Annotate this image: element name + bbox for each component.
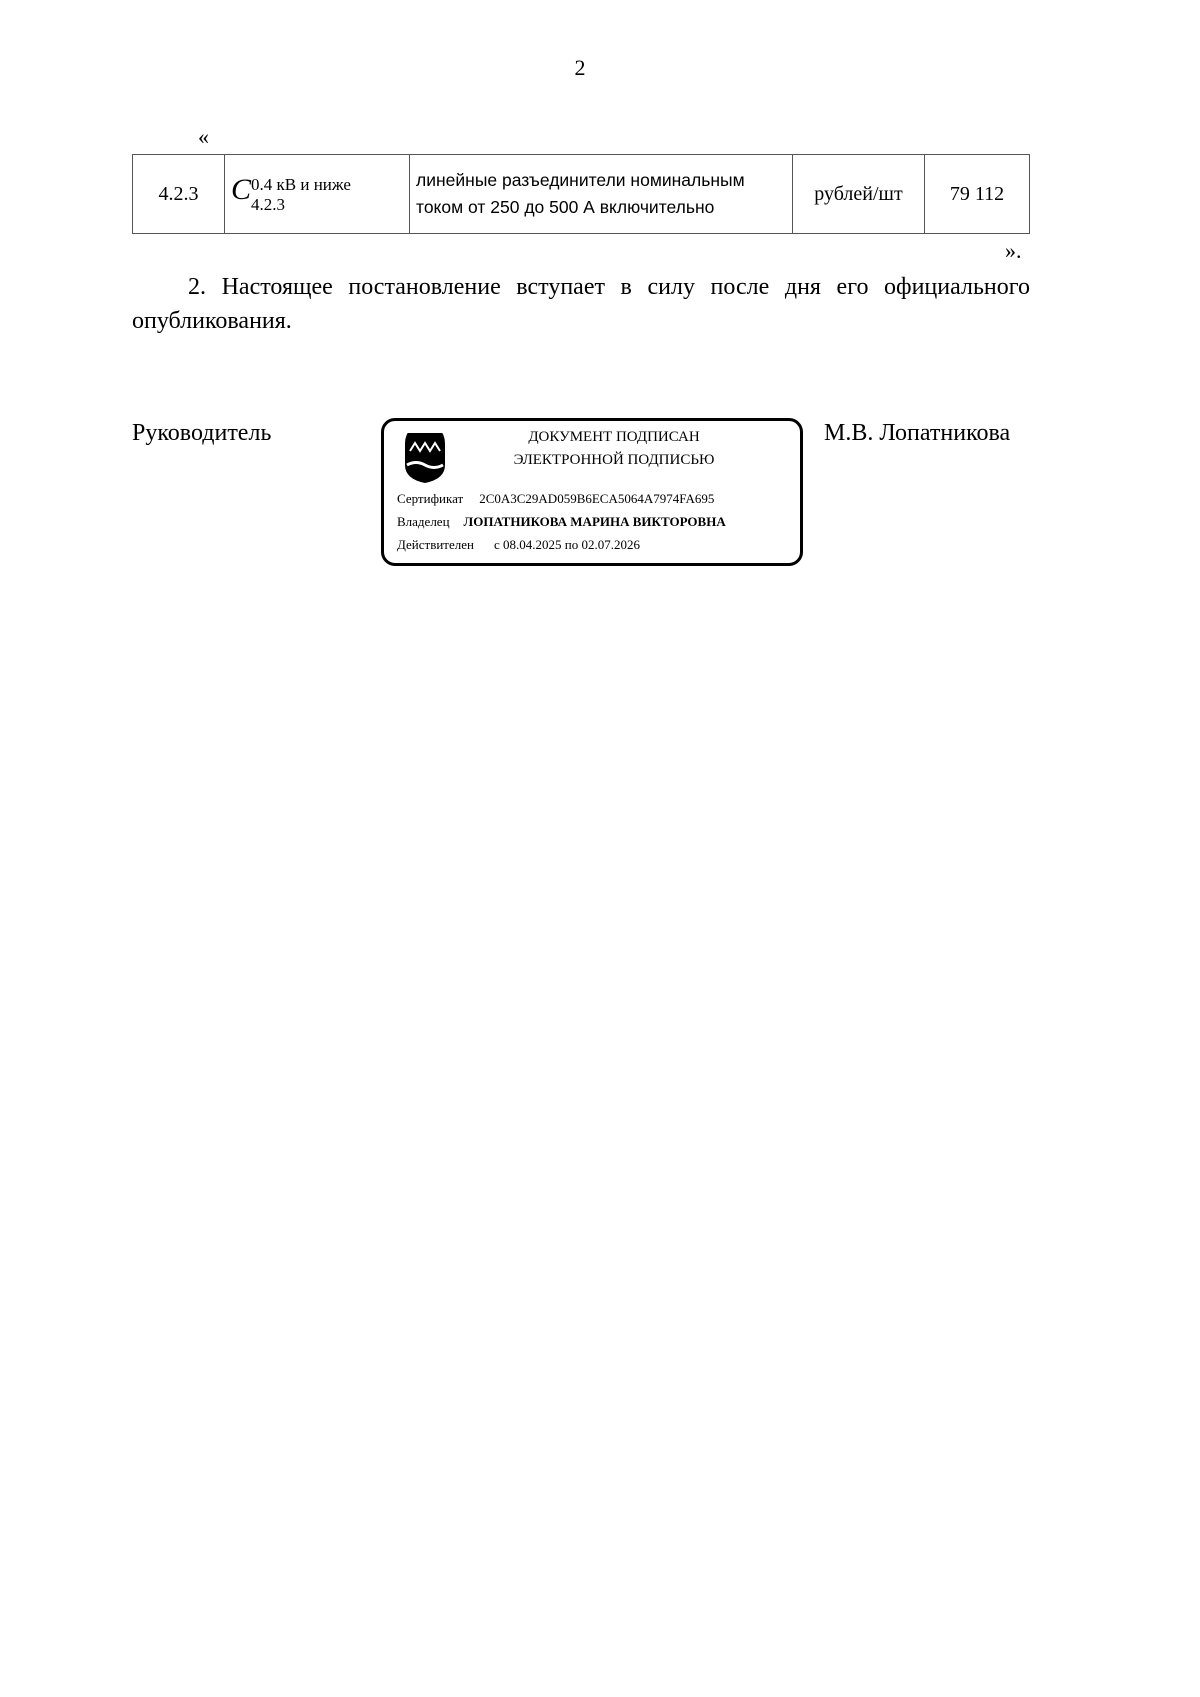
table-row [133, 155, 1030, 234]
owner-name: ЛОПАТНИКОВА МАРИНА ВИКТОРОВНА [463, 514, 726, 529]
superscript: 0.4 кВ и ниже [251, 174, 351, 194]
valid-period: с 08.04.2025 по 02.07.2026 [493, 537, 640, 552]
indices [251, 175, 351, 215]
signer-name: М.В. Лопатникова [824, 420, 1011, 446]
row-number: 4.2.3 [133, 155, 225, 234]
cert-label: Сертификат [397, 491, 464, 506]
value: 79 112 [925, 155, 1030, 234]
rate-symbol [225, 155, 410, 234]
description: линейные разъединители номинальным током от 250 до 500 А включительно [410, 155, 793, 234]
subscript: 4.2.3 [251, 194, 286, 214]
cert-number: 2C0A3C29AD059B6ECA5064A7974FA695 [479, 491, 715, 506]
e-signature-stamp [381, 418, 803, 566]
owner-label: Владелец [397, 514, 450, 529]
signer-position: Руководитель [132, 420, 272, 446]
symbol: C [231, 173, 252, 207]
unit: рублей/шт [793, 155, 925, 234]
coat-of-arms-icon [402, 433, 448, 483]
page-number: 2 [574, 55, 586, 80]
valid-label: Действителен [397, 537, 474, 552]
close-quote: ». [1005, 238, 1022, 263]
paragraph: 2. Настоящее постановление вступает в силу после дня его официального опубликования. [132, 274, 1030, 334]
open-quote: « [198, 124, 209, 149]
stamp-title-1: ДОКУМЕНТ ПОДПИСАН [528, 429, 700, 445]
stamp-title-2: ЭЛЕКТРОННОЙ ПОДПИСЬЮ [513, 452, 715, 468]
tariff-table [132, 154, 1030, 234]
